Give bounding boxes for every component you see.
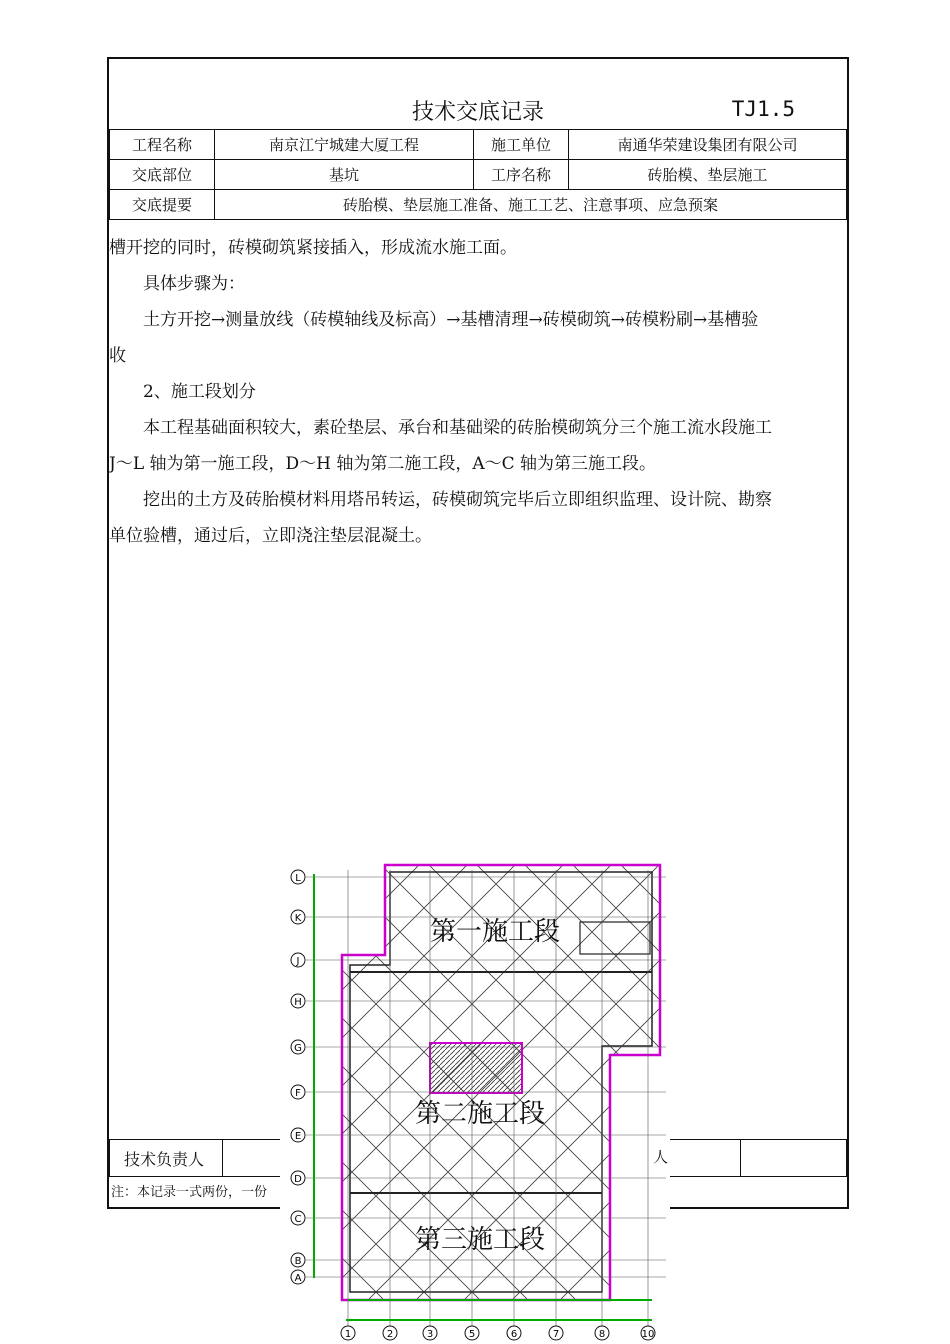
summary-label: 交底提要 <box>110 190 215 220</box>
core-area <box>430 1043 522 1093</box>
project-value: 南京江宁城建大厦工程 <box>215 130 474 160</box>
axis-label: 7 <box>552 1329 560 1340</box>
axis-label: 10 <box>641 1329 655 1340</box>
axis-label: H <box>294 997 302 1008</box>
footer-note: 注：本记录一式两份，一份 <box>111 1185 268 1200</box>
project-label: 工程名称 <box>110 130 215 160</box>
construction-plan-drawing <box>280 860 670 1344</box>
segment-3-label: 第三施工段 <box>414 1225 546 1255</box>
paragraph: 土方开挖→测量放线（砖模轴线及标高）→基槽清理→砖模砌筑→砖模粉刷→基槽验 <box>143 310 759 330</box>
builder-label: 施工单位 <box>474 130 569 160</box>
other-value <box>741 1140 847 1177</box>
paragraph: 2、施工段划分 <box>143 382 256 402</box>
axis-label: 8 <box>598 1329 606 1340</box>
axis-label: C <box>294 1214 302 1225</box>
paragraph: 收 <box>109 346 126 366</box>
summary-value: 砖胎模、垫层施工准备、施工工艺、注意事项、应急预案 <box>215 190 847 220</box>
axis-label: 2 <box>386 1329 394 1340</box>
axis-label: A <box>294 1273 302 1284</box>
trailing-char: 人 <box>652 1148 668 1166</box>
axis-label: L <box>295 873 301 884</box>
axis-label: 5 <box>468 1329 476 1340</box>
axis-label: G <box>294 1043 302 1054</box>
part-label: 交底部位 <box>110 160 215 190</box>
header-table <box>109 129 847 220</box>
axis-label: B <box>294 1256 302 1267</box>
part-value: 基坑 <box>215 160 474 190</box>
paragraph: 单位验槽，通过后，立即浇注垫层混凝土。 <box>109 526 432 546</box>
paragraph: 槽开挖的同时，砖模砌筑紧接插入，形成流水施工面。 <box>109 238 517 258</box>
paragraph: J～L 轴为第一施工段，D～H 轴为第二施工段，A～C 轴为第三施工段。 <box>109 454 657 474</box>
body-text <box>109 230 847 554</box>
axis-label: J <box>296 956 300 967</box>
process-value: 砖胎模、垫层施工 <box>569 160 847 190</box>
doc-code: TJ1.5 <box>731 97 795 121</box>
segment-1-label: 第一施工段 <box>429 917 561 947</box>
axis-label: K <box>294 913 302 924</box>
axis-label: F <box>295 1088 301 1099</box>
paragraph: 具体步骤为： <box>143 274 245 294</box>
axis-label: 6 <box>510 1329 518 1340</box>
builder-value: 南通华荣建设集团有限公司 <box>569 130 847 160</box>
tech-lead-label: 技术负责人 <box>110 1140 223 1177</box>
axis-label: D <box>294 1174 302 1185</box>
paragraph: 本工程基础面积较大，素砼垫层、承台和基础梁的砖胎模砌筑分三个施工流水段施工 <box>143 418 772 438</box>
doc-title: 技术交底记录 <box>411 100 544 125</box>
axis-label: 1 <box>344 1329 352 1340</box>
process-label: 工序名称 <box>474 160 569 190</box>
axis-label: E <box>294 1131 302 1142</box>
segment-2-label: 第二施工段 <box>414 1099 546 1129</box>
axis-label: 3 <box>426 1329 434 1340</box>
paragraph: 挖出的土方及砖胎模材料用塔吊转运，砖模砌筑完毕后立即组织监理、设计院、勘察 <box>143 490 772 510</box>
